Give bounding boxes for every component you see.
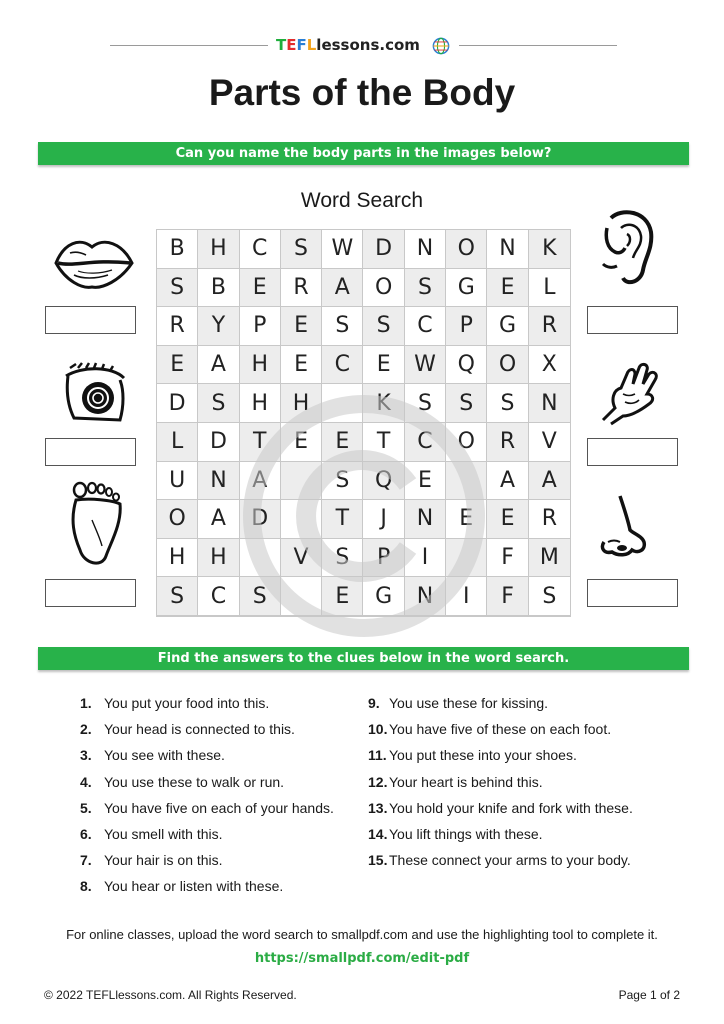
grid-cell[interactable]: C <box>198 577 239 616</box>
grid-cell[interactable]: K <box>363 384 404 423</box>
grid-cell[interactable]: A <box>487 462 528 501</box>
clue-item <box>368 769 668 795</box>
grid-cell[interactable]: G <box>363 577 404 616</box>
online-classes-note: For online classes, upload the word search to smallpdf.com and use the highlighting tool to complete it. <box>66 927 658 942</box>
grid-cell[interactable]: F <box>487 539 528 578</box>
clue-text: You lift things with these. <box>389 825 543 842</box>
grid-cell[interactable]: S <box>487 384 528 423</box>
grid-cell[interactable]: U <box>157 462 198 501</box>
grid-cell[interactable]: E <box>446 500 487 539</box>
grid-cell[interactable]: D <box>240 500 281 539</box>
grid-cell[interactable]: O <box>487 346 528 385</box>
grid-cell[interactable]: C <box>240 230 281 269</box>
clue-text: Your head is connected to this. <box>104 721 295 738</box>
grid-cell[interactable]: S <box>529 577 570 616</box>
grid-cell[interactable]: O <box>446 423 487 462</box>
brand-letter-t: T <box>276 36 287 54</box>
answer-box-eye[interactable] <box>45 438 136 466</box>
grid-cell[interactable]: E <box>322 423 363 462</box>
grid-cell[interactable] <box>240 539 281 578</box>
answer-box-lips[interactable] <box>45 306 136 334</box>
grid-cell[interactable] <box>446 539 487 578</box>
clue-number: 13. <box>368 799 388 816</box>
grid-cell[interactable]: S <box>240 577 281 616</box>
globe-icon <box>432 37 450 55</box>
brand-letter-f: F <box>296 36 307 54</box>
clue-item <box>368 847 668 873</box>
word-search-title: Word Search <box>300 189 424 212</box>
grid-cell[interactable]: A <box>198 346 239 385</box>
grid-cell[interactable]: G <box>446 269 487 308</box>
grid-cell[interactable]: T <box>363 423 404 462</box>
grid-cell[interactable]: N <box>198 462 239 501</box>
grid-cell[interactable]: O <box>446 230 487 269</box>
clue-number: 8. <box>80 878 92 895</box>
eye-drawing <box>62 362 128 426</box>
grid-cell[interactable]: H <box>240 384 281 423</box>
clue-item <box>368 690 668 716</box>
grid-cell[interactable]: R <box>529 307 570 346</box>
grid-cell[interactable]: E <box>363 346 404 385</box>
grid-cell[interactable]: S <box>157 269 198 308</box>
nose-drawing <box>598 494 656 564</box>
grid-cell[interactable]: E <box>487 269 528 308</box>
grid-cell[interactable]: S <box>281 230 322 269</box>
clue-item <box>80 795 370 821</box>
clue-number: 9. <box>368 695 380 711</box>
brand-letter-e: E <box>286 36 297 54</box>
answer-box-ear[interactable] <box>587 306 678 334</box>
grid-cell[interactable]: C <box>405 307 446 346</box>
clue-number: 4. <box>80 773 92 790</box>
clue-item <box>80 821 370 847</box>
grid-cell[interactable]: X <box>529 346 570 385</box>
answer-box-foot[interactable] <box>45 579 136 607</box>
clue-text: Your hair is on this. <box>104 852 223 869</box>
clue-item <box>80 873 370 899</box>
grid-cell[interactable]: L <box>529 269 570 308</box>
page-number: Page 1 of 2 <box>618 988 680 1002</box>
grid-cell[interactable]: H <box>198 539 239 578</box>
clue-item <box>80 769 370 795</box>
grid-cell[interactable]: I <box>446 577 487 616</box>
hand-drawing <box>597 360 663 426</box>
clue-number: 12. <box>368 773 388 790</box>
grid-cell[interactable]: O <box>157 500 198 539</box>
page-title: Parts of the Body <box>208 72 516 113</box>
grid-cell[interactable]: E <box>281 346 322 385</box>
grid-cell[interactable]: Q <box>446 346 487 385</box>
grid-cell[interactable] <box>446 462 487 501</box>
grid-cell[interactable]: N <box>529 384 570 423</box>
clue-number: 2. <box>80 721 92 738</box>
clue-number: 3. <box>80 747 92 764</box>
grid-cell[interactable]: B <box>157 230 198 269</box>
grid-cell[interactable]: B <box>198 269 239 308</box>
grid-cell[interactable]: A <box>529 462 570 501</box>
clue-number: 11. <box>368 747 387 764</box>
grid-cell[interactable]: E <box>281 423 322 462</box>
grid-cell[interactable]: W <box>405 346 446 385</box>
grid-cell[interactable]: V <box>529 423 570 462</box>
grid-cell[interactable]: N <box>405 500 446 539</box>
clue-text: You put your food into this. <box>104 695 270 711</box>
clue-text: You put these into your shoes. <box>389 747 577 764</box>
header-rule-left <box>110 45 268 46</box>
grid-cell[interactable]: E <box>281 307 322 346</box>
clue-text: You have five on each of your hands. <box>104 799 334 816</box>
brand-letter-l: L <box>306 36 317 54</box>
instruction-banner-images: Can you name the body parts in the images below? <box>38 142 689 165</box>
grid-cell[interactable]: T <box>322 500 363 539</box>
grid-cell[interactable] <box>322 384 363 423</box>
clue-text: You use these to walk or run. <box>104 773 285 790</box>
answer-box-nose[interactable] <box>587 579 678 607</box>
clue-text: You hold your knife and fork with these. <box>389 799 633 816</box>
grid-cell[interactable]: E <box>157 346 198 385</box>
grid-cell[interactable]: K <box>529 230 570 269</box>
grid-cell[interactable] <box>281 500 322 539</box>
grid-cell[interactable]: O <box>363 269 404 308</box>
clue-number: 7. <box>80 852 92 869</box>
grid-cell[interactable]: R <box>281 269 322 308</box>
grid-cell[interactable]: D <box>157 384 198 423</box>
grid-cell[interactable]: E <box>487 500 528 539</box>
grid-cell[interactable]: H <box>281 384 322 423</box>
grid-cell[interactable]: V <box>281 539 322 578</box>
grid-cell[interactable]: Y <box>198 307 239 346</box>
brand-logo <box>276 34 456 56</box>
grid-cell[interactable]: S <box>405 269 446 308</box>
grid-cell[interactable]: P <box>240 307 281 346</box>
answer-box-hand[interactable] <box>587 438 678 466</box>
grid-cell[interactable]: P <box>363 539 404 578</box>
grid-cell[interactable]: F <box>487 577 528 616</box>
grid-cell[interactable]: R <box>529 500 570 539</box>
clue-item <box>80 716 370 742</box>
grid-cell[interactable]: S <box>322 462 363 501</box>
header-rule-right <box>459 45 617 46</box>
clue-item <box>368 742 668 768</box>
grid-cell[interactable]: G <box>487 307 528 346</box>
clue-number: 6. <box>80 825 92 842</box>
grid-cell[interactable]: A <box>198 500 239 539</box>
grid-cell[interactable]: C <box>322 346 363 385</box>
grid-cell[interactable]: E <box>405 462 446 501</box>
grid-cell[interactable]: Q <box>363 462 404 501</box>
grid-cell[interactable]: C <box>405 423 446 462</box>
grid-cell[interactable]: N <box>405 577 446 616</box>
brand-text: lessons.com <box>316 36 420 54</box>
clue-item <box>368 795 668 821</box>
grid-cell[interactable]: H <box>198 230 239 269</box>
grid-cell[interactable]: H <box>157 539 198 578</box>
clue-number: 5. <box>80 799 92 816</box>
clue-text: You hear or listen with these. <box>104 878 284 895</box>
grid-cell[interactable]: M <box>529 539 570 578</box>
clue-number: 10. <box>368 721 388 738</box>
grid-cell[interactable]: S <box>363 307 404 346</box>
grid-cell[interactable]: A <box>322 269 363 308</box>
clue-text: You see with these. <box>104 747 225 764</box>
grid-cell[interactable]: S <box>198 384 239 423</box>
lips-drawing <box>52 233 136 293</box>
grid-cell[interactable] <box>281 462 322 501</box>
smallpdf-link[interactable]: https://smallpdf.com/edit-pdf <box>254 951 470 966</box>
clue-item <box>80 847 370 873</box>
clue-text: These connect your arms to your body. <box>389 852 631 869</box>
clue-item <box>368 821 668 847</box>
grid-cell[interactable]: D <box>198 423 239 462</box>
grid-cell[interactable]: E <box>322 577 363 616</box>
grid-cell[interactable]: H <box>240 346 281 385</box>
copyright-text: © 2022 TEFLlessons.com. All Rights Reserved. <box>44 988 297 1002</box>
grid-cell[interactable]: A <box>240 462 281 501</box>
clue-item <box>80 742 370 768</box>
clue-text: Your heart is behind this. <box>389 773 543 790</box>
instruction-banner-clues: Find the answers to the clues below in the word search. <box>38 647 689 670</box>
grid-cell[interactable]: L <box>157 423 198 462</box>
grid-cell[interactable]: P <box>446 307 487 346</box>
clue-text: You smell with this. <box>104 825 223 842</box>
clue-number: 15. <box>368 852 388 869</box>
clue-list-right <box>368 690 668 873</box>
clue-item <box>368 716 668 742</box>
grid-cell[interactable]: W <box>322 230 363 269</box>
grid-cell[interactable]: S <box>157 577 198 616</box>
clue-item <box>80 690 370 716</box>
foot-drawing <box>66 480 128 570</box>
word-search-grid <box>156 229 571 617</box>
grid-cell[interactable]: E <box>240 269 281 308</box>
grid-cell[interactable]: R <box>487 423 528 462</box>
grid-cell[interactable]: I <box>405 539 446 578</box>
clue-number: 14. <box>368 825 388 842</box>
clue-text: You use these for kissing. <box>389 695 549 711</box>
grid-cell[interactable]: N <box>487 230 528 269</box>
grid-cell[interactable] <box>281 577 322 616</box>
grid-cell[interactable]: D <box>363 230 404 269</box>
grid-cell[interactable]: S <box>446 384 487 423</box>
clue-list-left <box>80 690 370 900</box>
clue-number: 1. <box>80 695 92 711</box>
grid-cell[interactable]: S <box>322 539 363 578</box>
grid-cell[interactable]: R <box>157 307 198 346</box>
ear-drawing <box>597 208 657 288</box>
grid-cell[interactable]: T <box>240 423 281 462</box>
grid-cell[interactable]: S <box>322 307 363 346</box>
grid-cell[interactable]: N <box>405 230 446 269</box>
clue-text: You have five of these on each foot. <box>389 721 612 738</box>
grid-cell[interactable]: J <box>363 500 404 539</box>
grid-cell[interactable]: S <box>405 384 446 423</box>
